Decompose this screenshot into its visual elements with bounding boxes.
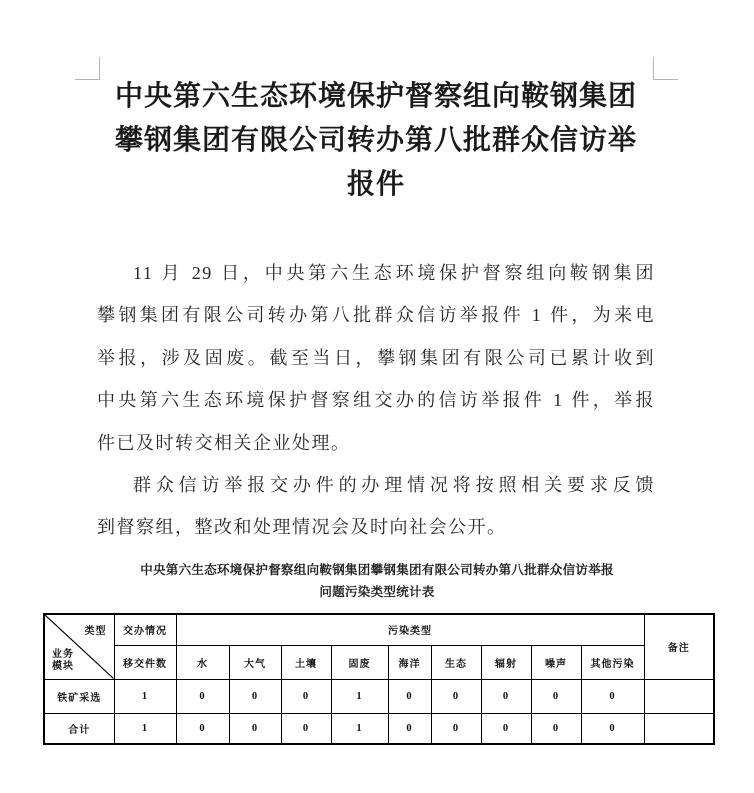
margin-crop-mark-right — [653, 57, 678, 80]
table-caption-line: 问题污染类型统计表 — [319, 585, 435, 599]
cell-value: 1 — [331, 679, 388, 713]
body-line: 11 月 29 日，中央第六生态环境保护督察组向鞍钢集团 — [133, 263, 655, 283]
body-line: 攀钢集团有限公司转办第八批群众信访举报件 1 件，为来电 — [97, 305, 655, 326]
header-air: 大气 — [229, 645, 281, 679]
corner-header-module-line: 模块 — [52, 660, 74, 672]
cell-note — [644, 679, 714, 713]
row-label: 铁矿采选 — [44, 679, 114, 713]
cell-value: 0 — [281, 679, 331, 713]
table-caption — [60, 559, 694, 603]
header-water: 水 — [176, 645, 229, 679]
cell-value: 0 — [229, 679, 281, 713]
header-note: 备注 — [644, 614, 714, 679]
table-caption-line: 中央第六生态环境保护督察组向鞍钢集团攀钢集团有限公司转办第八批群众信访举报 — [140, 563, 614, 577]
cell-value: 0 — [581, 679, 644, 713]
cell-value: 1 — [114, 713, 176, 744]
cell-value: 0 — [431, 713, 481, 744]
header-ocean: 海洋 — [388, 645, 431, 679]
header-transferred-count: 移交件数 — [114, 645, 176, 679]
body-line: 件已及时转交相关企业处理。 — [97, 432, 351, 453]
header-pollution-group: 污染类型 — [176, 614, 644, 645]
cell-value: 1 — [114, 679, 176, 713]
corner-header-type-label: 类型 — [84, 626, 107, 637]
cell-value: 0 — [281, 713, 331, 744]
table-corner-header-cell — [44, 614, 114, 679]
document-title-line: 中央第六生态环境保护督察组向鞍钢集团 — [114, 81, 637, 112]
row-label: 合计 — [44, 713, 114, 744]
cell-value: 0 — [431, 679, 481, 713]
document-title-line: 攀钢集团有限公司转办第八批群众信访举 — [114, 125, 637, 156]
cell-value: 0 — [176, 713, 229, 744]
cell-value: 0 — [229, 713, 281, 744]
cell-value: 0 — [531, 713, 581, 744]
corner-header-module-line: 业务 — [52, 648, 74, 660]
table-row-total — [44, 713, 714, 744]
body-line: 群众信访举报交办件的办理情况将按照相关要求反馈 — [133, 475, 655, 496]
cell-value: 0 — [388, 713, 431, 744]
header-soil: 土壤 — [281, 645, 331, 679]
cell-value: 0 — [481, 713, 531, 744]
cell-value: 0 — [388, 679, 431, 713]
header-radiation: 辐射 — [481, 645, 531, 679]
document-body — [97, 252, 655, 549]
body-line: 举报，涉及固废。截至当日，攀钢集团有限公司已累计收到 — [97, 347, 655, 368]
header-solid-waste: 固废 — [331, 645, 388, 679]
body-line: 中央第六生态环境保护督察组交办的信访举报件 1 件，举报 — [97, 390, 655, 411]
cell-value: 1 — [331, 713, 388, 744]
cell-value: 0 — [581, 713, 644, 744]
document-title-line: 报件 — [346, 169, 405, 200]
header-transfer-group: 交办情况 — [114, 614, 176, 645]
cell-value: 0 — [176, 679, 229, 713]
pollution-type-statistics-table — [43, 613, 715, 745]
corner-header-module-label — [52, 649, 74, 673]
header-other-pollution: 其他污染 — [581, 645, 644, 679]
cell-note — [644, 713, 714, 744]
body-line: 到督察组，整改和处理情况会及时向社会公开。 — [97, 517, 507, 538]
document-title — [97, 75, 655, 207]
header-ecology: 生态 — [431, 645, 481, 679]
cell-value: 0 — [481, 679, 531, 713]
header-noise: 噪声 — [531, 645, 581, 679]
cell-value: 0 — [531, 679, 581, 713]
table-row-iron-ore — [44, 679, 714, 713]
